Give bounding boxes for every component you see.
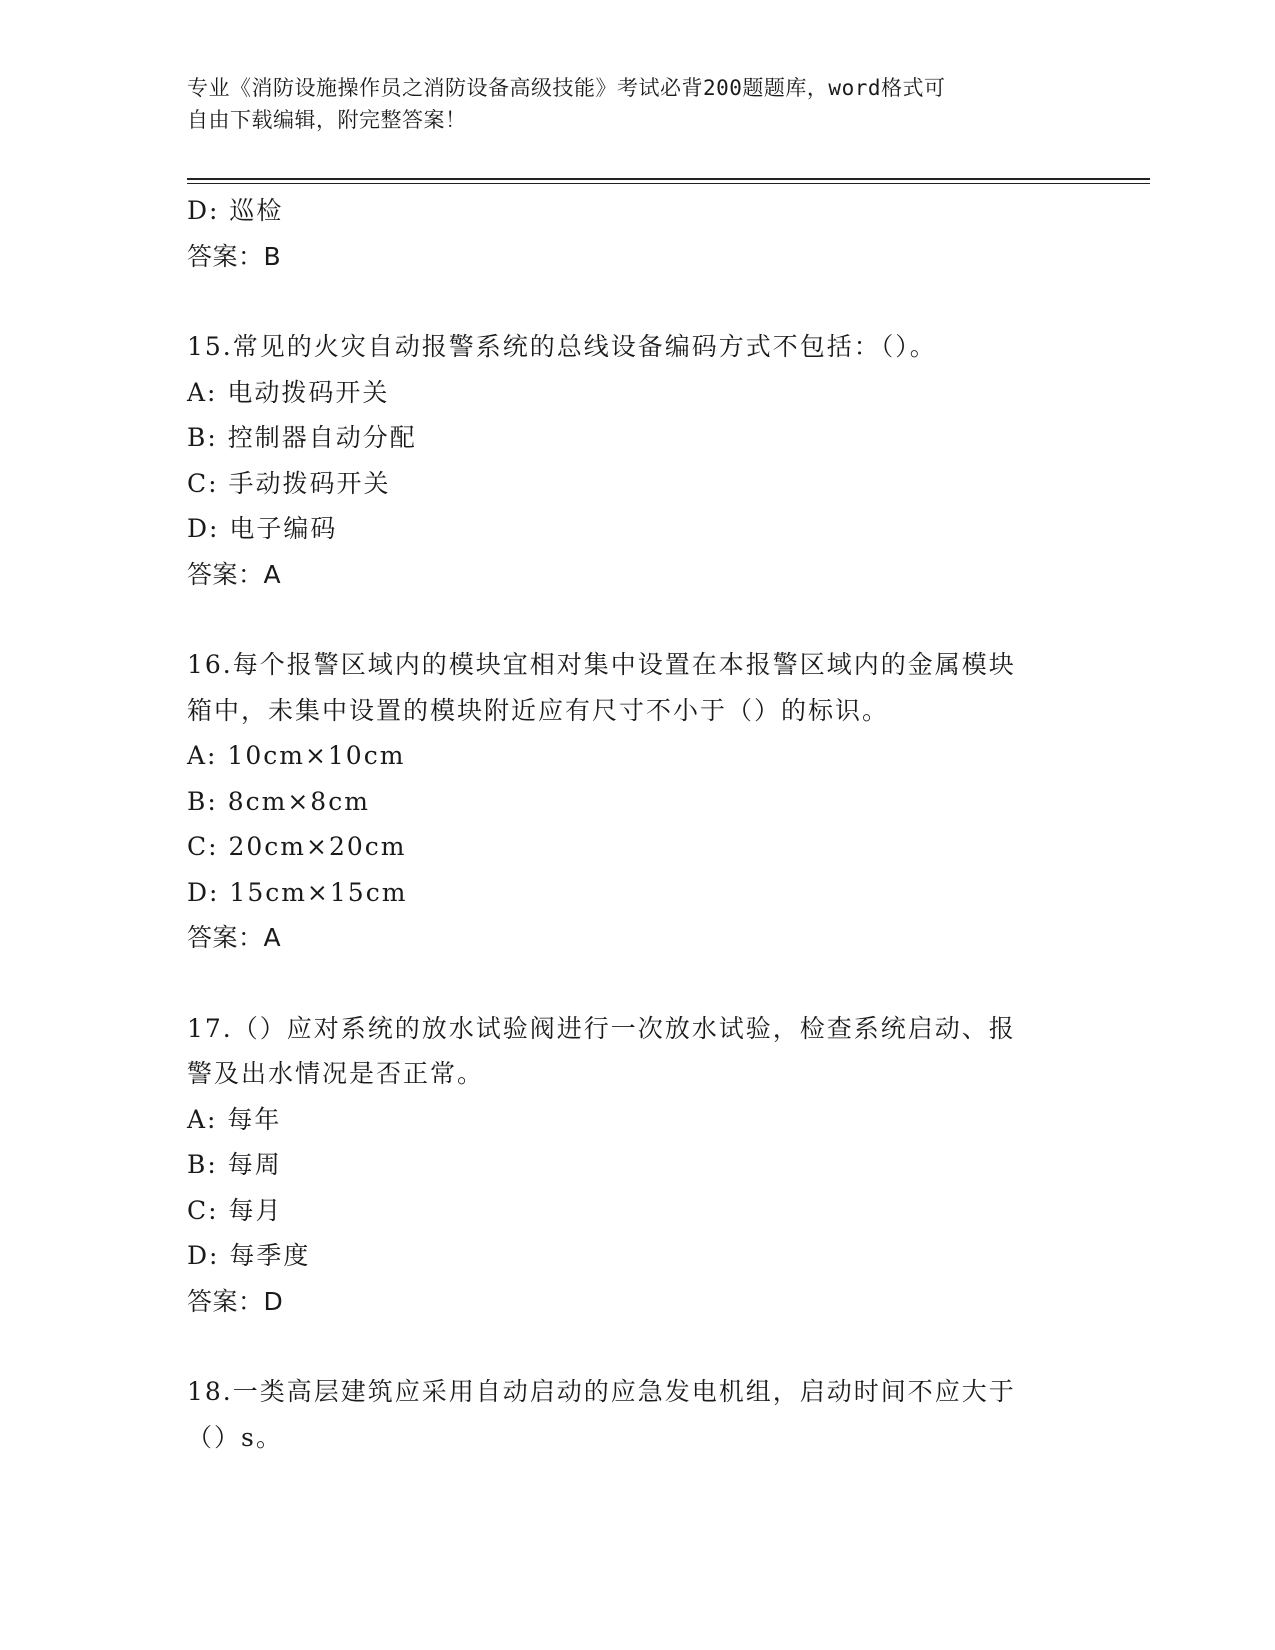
page-header <box>187 72 1067 136</box>
question-text: 15.常见的火灾自动报警系统的总线设备编码方式不包括：（）。 <box>187 332 937 361</box>
previous-question-tail <box>187 188 1087 279</box>
header-line-1: 专业《消防设施操作员之消防设备高级技能》考试必背200题题库，word格式可 <box>187 76 946 100</box>
header-divider-thick <box>187 178 1150 180</box>
header-line-2: 自由下载编辑，附完整答案！ <box>187 108 467 132</box>
option-d: D: 电子编码 <box>187 514 338 543</box>
answer-line: 答案：B <box>187 241 282 271</box>
option-a: A: 电动拨码开关 <box>187 377 390 407</box>
question-text-cont: 箱中，未集中设置的模块附近应有尺寸不小于（）的标识。 <box>187 695 890 725</box>
question-text: 17.（）应对系统的放水试验阀进行一次放水试验，检查系统启动、报 <box>187 1013 1016 1043</box>
option-c: C: 手动拨码开关 <box>187 468 391 498</box>
option-d: D: 每季度 <box>187 1241 311 1270</box>
option-d: D: 15cm×15cm <box>187 877 408 907</box>
question-list <box>187 188 1087 1460</box>
question-15 <box>187 324 1087 597</box>
question-text-cont: （）s。 <box>187 1422 283 1452</box>
option-c: C: 20cm×20cm <box>187 832 407 861</box>
question-18 <box>187 1369 1087 1460</box>
answer-line: 答案：A <box>187 559 282 589</box>
option-c: C: 每月 <box>187 1195 283 1225</box>
question-16 <box>187 642 1087 961</box>
option-a: A: 每年 <box>187 1104 282 1134</box>
answer-line: 答案：D <box>187 1286 284 1316</box>
option-d: D: 巡检 <box>187 196 284 225</box>
question-text-cont: 警及出水情况是否正常。 <box>187 1059 485 1088</box>
answer-line: 答案：A <box>187 923 282 952</box>
question-17 <box>187 1006 1087 1325</box>
option-b: B: 8cm×8cm <box>187 786 370 816</box>
option-b: B: 控制器自动分配 <box>187 423 417 452</box>
header-divider-thin <box>187 183 1150 184</box>
question-text: 16.每个报警区域内的模块宜相对集中设置在本报警区域内的金属模块 <box>187 650 1016 679</box>
option-a: A: 10cm×10cm <box>187 741 406 770</box>
question-text: 18.一类高层建筑应采用自动启动的应急发电机组，启动时间不应大于 <box>187 1377 1016 1406</box>
option-b: B: 每周 <box>187 1150 282 1179</box>
